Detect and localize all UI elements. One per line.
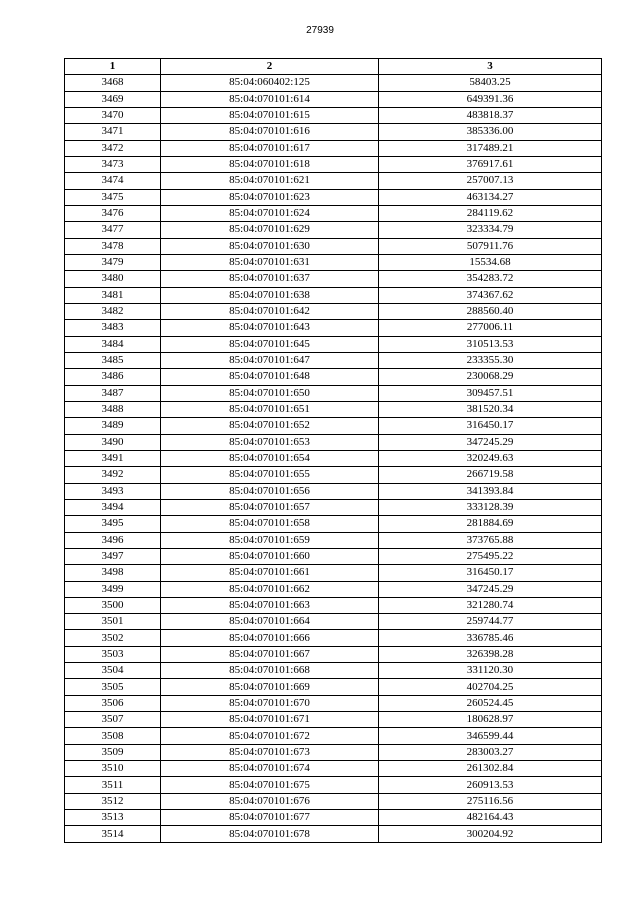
cadastral-number-cell: 85:04:070101:653 [161,434,379,450]
table-row [65,352,602,368]
value-cell: 260524.45 [379,695,602,711]
value-cell: 347245.29 [379,581,602,597]
value-cell: 323334.79 [379,222,602,238]
row-number-cell: 3474 [65,173,161,189]
table-header-row [65,59,602,75]
cadastral-number-cell: 85:04:070101:676 [161,793,379,809]
value-cell: 463134.27 [379,189,602,205]
cadastral-number-cell: 85:04:070101:662 [161,581,379,597]
row-number-cell: 3510 [65,761,161,777]
row-number-cell: 3471 [65,124,161,140]
table-row [65,728,602,744]
cadastral-number-cell: 85:04:060402:125 [161,75,379,91]
row-number-cell: 3514 [65,826,161,842]
cadastral-number-cell: 85:04:070101:661 [161,565,379,581]
row-number-cell: 3496 [65,532,161,548]
page-number: 27939 [306,25,334,36]
value-cell: 310513.53 [379,336,602,352]
column-header-2: 2 [161,59,379,75]
table-row [65,467,602,483]
row-number-cell: 3506 [65,695,161,711]
cadastral-number-cell: 85:04:070101:663 [161,597,379,613]
row-number-cell: 3478 [65,238,161,254]
cadastral-number-cell: 85:04:070101:670 [161,695,379,711]
cadastral-number-cell: 85:04:070101:623 [161,189,379,205]
table-row [65,205,602,221]
cadastral-number-cell: 85:04:070101:645 [161,336,379,352]
value-cell: 482164.43 [379,810,602,826]
cadastral-number-cell: 85:04:070101:638 [161,287,379,303]
cadastral-number-cell: 85:04:070101:624 [161,205,379,221]
cadastral-number-cell: 85:04:070101:652 [161,418,379,434]
row-number-cell: 3487 [65,385,161,401]
cadastral-number-cell: 85:04:070101:657 [161,499,379,515]
table-row [65,156,602,172]
table-row [65,271,602,287]
value-cell: 341393.84 [379,483,602,499]
value-cell: 288560.40 [379,303,602,319]
table-row [65,548,602,564]
data-table [64,58,602,843]
value-cell: 336785.46 [379,630,602,646]
value-cell: 284119.62 [379,205,602,221]
row-number-cell: 3485 [65,352,161,368]
table-row [65,189,602,205]
cadastral-number-cell: 85:04:070101:617 [161,140,379,156]
row-number-cell: 3502 [65,630,161,646]
row-number-cell: 3484 [65,336,161,352]
value-cell: 15534.68 [379,254,602,270]
table-row [65,597,602,613]
table-row [65,483,602,499]
cadastral-number-cell: 85:04:070101:654 [161,450,379,466]
row-number-cell: 3489 [65,418,161,434]
value-cell: 320249.63 [379,450,602,466]
row-number-cell: 3509 [65,744,161,760]
value-cell: 275495.22 [379,548,602,564]
value-cell: 309457.51 [379,385,602,401]
cadastral-number-cell: 85:04:070101:656 [161,483,379,499]
table-row [65,434,602,450]
row-number-cell: 3505 [65,679,161,695]
table-row [65,695,602,711]
table-row [65,124,602,140]
row-number-cell: 3511 [65,777,161,793]
table-row [65,499,602,515]
cadastral-number-cell: 85:04:070101:659 [161,532,379,548]
row-number-cell: 3486 [65,369,161,385]
row-number-cell: 3473 [65,156,161,172]
cadastral-number-cell: 85:04:070101:658 [161,516,379,532]
cadastral-number-cell: 85:04:070101:650 [161,385,379,401]
value-cell: 260913.53 [379,777,602,793]
cadastral-number-cell: 85:04:070101:642 [161,303,379,319]
table-row [65,826,602,842]
value-cell: 259744.77 [379,614,602,630]
table-row [65,565,602,581]
row-number-cell: 3498 [65,565,161,581]
value-cell: 326398.28 [379,646,602,662]
cadastral-number-cell: 85:04:070101:616 [161,124,379,140]
table-row [65,173,602,189]
value-cell: 333128.39 [379,499,602,515]
table-row [65,238,602,254]
cadastral-number-cell: 85:04:070101:667 [161,646,379,662]
table-row [65,744,602,760]
table-row [65,418,602,434]
cadastral-number-cell: 85:04:070101:675 [161,777,379,793]
value-cell: 266719.58 [379,467,602,483]
row-number-cell: 3490 [65,434,161,450]
cadastral-number-cell: 85:04:070101:673 [161,744,379,760]
value-cell: 230068.29 [379,369,602,385]
value-cell: 275116.56 [379,793,602,809]
row-number-cell: 3493 [65,483,161,499]
value-cell: 483818.37 [379,107,602,123]
row-number-cell: 3480 [65,271,161,287]
row-number-cell: 3479 [65,254,161,270]
value-cell: 649391.36 [379,91,602,107]
table-row [65,777,602,793]
value-cell: 281884.69 [379,516,602,532]
table-row [65,663,602,679]
table-row [65,75,602,91]
row-number-cell: 3481 [65,287,161,303]
value-cell: 257007.13 [379,173,602,189]
table-row [65,254,602,270]
cadastral-number-cell: 85:04:070101:655 [161,467,379,483]
value-cell: 346599.44 [379,728,602,744]
column-header-1: 1 [65,59,161,75]
row-number-cell: 3472 [65,140,161,156]
value-cell: 331120.30 [379,663,602,679]
row-number-cell: 3470 [65,107,161,123]
table-body [65,75,602,842]
value-cell: 283003.27 [379,744,602,760]
table-row [65,303,602,319]
row-number-cell: 3494 [65,499,161,515]
value-cell: 233355.30 [379,352,602,368]
row-number-cell: 3512 [65,793,161,809]
value-cell: 316450.17 [379,565,602,581]
value-cell: 261302.84 [379,761,602,777]
row-number-cell: 3497 [65,548,161,564]
row-number-cell: 3513 [65,810,161,826]
cadastral-number-cell: 85:04:070101:666 [161,630,379,646]
cadastral-number-cell: 85:04:070101:643 [161,320,379,336]
row-number-cell: 3507 [65,712,161,728]
value-cell: 58403.25 [379,75,602,91]
table-row [65,287,602,303]
table-row [65,679,602,695]
value-cell: 507911.76 [379,238,602,254]
cadastral-number-cell: 85:04:070101:664 [161,614,379,630]
cadastral-number-cell: 85:04:070101:677 [161,810,379,826]
cadastral-number-cell: 85:04:070101:614 [161,91,379,107]
table-row [65,140,602,156]
cadastral-number-cell: 85:04:070101:631 [161,254,379,270]
row-number-cell: 3483 [65,320,161,336]
cadastral-number-cell: 85:04:070101:669 [161,679,379,695]
row-number-cell: 3482 [65,303,161,319]
table-row [65,107,602,123]
row-number-cell: 3477 [65,222,161,238]
cadastral-number-cell: 85:04:070101:672 [161,728,379,744]
cadastral-number-cell: 85:04:070101:637 [161,271,379,287]
value-cell: 385336.00 [379,124,602,140]
row-number-cell: 3491 [65,450,161,466]
cadastral-number-cell: 85:04:070101:671 [161,712,379,728]
value-cell: 347245.29 [379,434,602,450]
value-cell: 381520.34 [379,401,602,417]
value-cell: 277006.11 [379,320,602,336]
cadastral-number-cell: 85:04:070101:647 [161,352,379,368]
table-row [65,222,602,238]
table-row [65,516,602,532]
cadastral-number-cell: 85:04:070101:668 [161,663,379,679]
row-number-cell: 3499 [65,581,161,597]
cadastral-number-cell: 85:04:070101:674 [161,761,379,777]
table-row [65,712,602,728]
table-row [65,614,602,630]
value-cell: 402704.25 [379,679,602,695]
row-number-cell: 3488 [65,401,161,417]
value-cell: 316450.17 [379,418,602,434]
row-number-cell: 3503 [65,646,161,662]
row-number-cell: 3508 [65,728,161,744]
cadastral-number-cell: 85:04:070101:621 [161,173,379,189]
value-cell: 317489.21 [379,140,602,156]
table-row [65,369,602,385]
table-header [65,59,602,75]
value-cell: 373765.88 [379,532,602,548]
cadastral-number-cell: 85:04:070101:678 [161,826,379,842]
row-number-cell: 3475 [65,189,161,205]
cadastral-number-cell: 85:04:070101:618 [161,156,379,172]
row-number-cell: 3504 [65,663,161,679]
table-row [65,91,602,107]
table-row [65,532,602,548]
cadastral-number-cell: 85:04:070101:629 [161,222,379,238]
column-header-3: 3 [379,59,602,75]
row-number-cell: 3468 [65,75,161,91]
table-row [65,320,602,336]
value-cell: 374367.62 [379,287,602,303]
table-row [65,336,602,352]
cadastral-number-cell: 85:04:070101:651 [161,401,379,417]
table-row [65,401,602,417]
value-cell: 354283.72 [379,271,602,287]
table-row [65,646,602,662]
value-cell: 376917.61 [379,156,602,172]
value-cell: 300204.92 [379,826,602,842]
cadastral-number-cell: 85:04:070101:648 [161,369,379,385]
row-number-cell: 3500 [65,597,161,613]
row-number-cell: 3492 [65,467,161,483]
table-row [65,385,602,401]
table-row [65,581,602,597]
table-row [65,810,602,826]
row-number-cell: 3495 [65,516,161,532]
value-cell: 321280.74 [379,597,602,613]
table-row [65,793,602,809]
row-number-cell: 3469 [65,91,161,107]
cadastral-number-cell: 85:04:070101:660 [161,548,379,564]
cadastral-number-cell: 85:04:070101:630 [161,238,379,254]
table-row [65,630,602,646]
row-number-cell: 3501 [65,614,161,630]
value-cell: 180628.97 [379,712,602,728]
table-row [65,450,602,466]
cadastral-number-cell: 85:04:070101:615 [161,107,379,123]
row-number-cell: 3476 [65,205,161,221]
table-row [65,761,602,777]
